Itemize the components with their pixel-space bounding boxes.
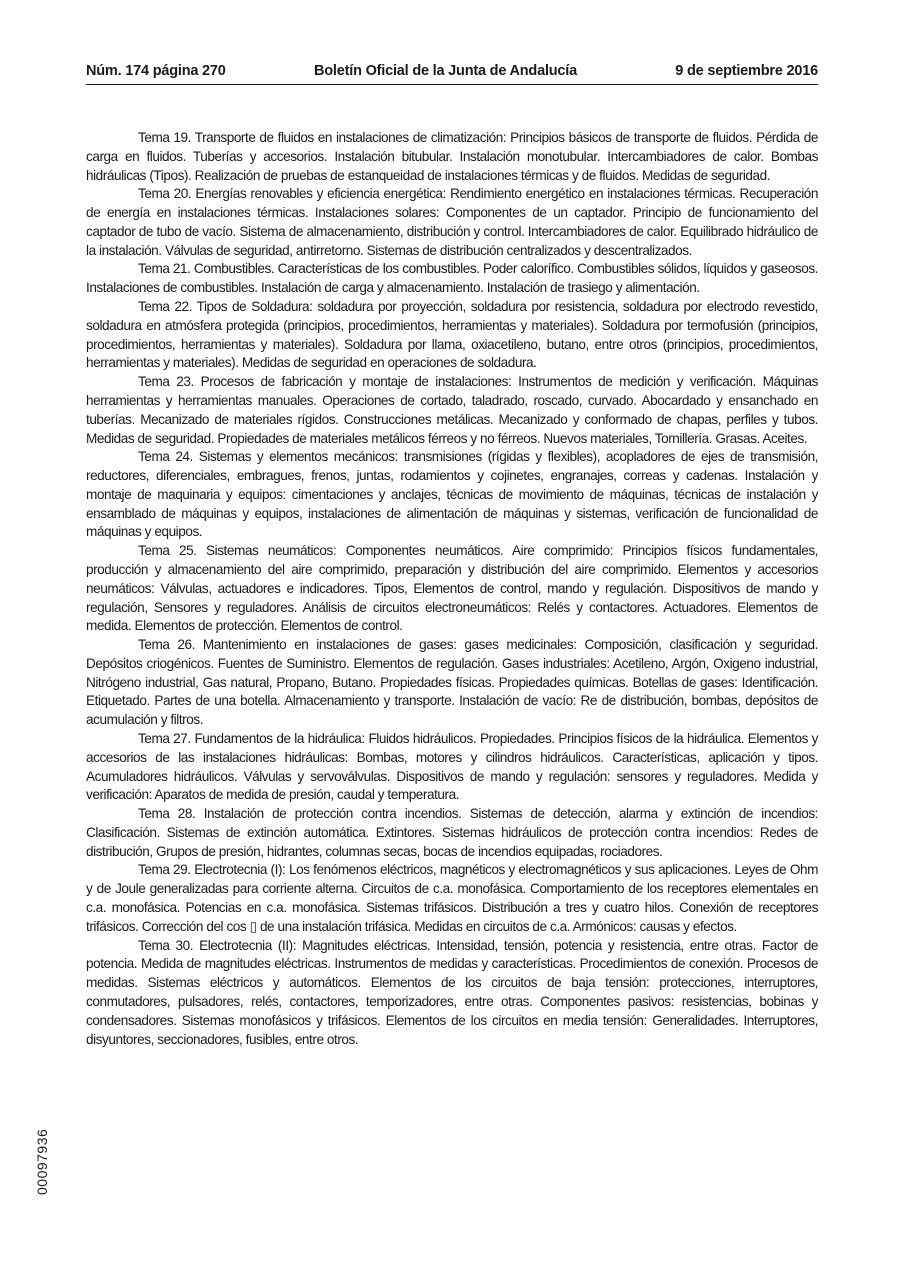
paragraph-tema-24: Tema 24. Sistemas y elementos mecánicos: transmisiones (rígidas y flexibles), acopladores de ejes de transmisión, reductores, diferenciales, embragues, frenos, juntas, rodamientos y cojinetes, engranajes, correas y cadenas. Instalación y montaje de maquinaria y equipos: cimentaciones y anclajes, técnicas de movimiento de máquinas, técnicas de instalación y ensamblado de máquinas y equipos, instalaciones de alimentación de máquinas y sistemas, verificación de funcionalidad de máquinas y equipos. <box>86 449 818 540</box>
paragraph-tema-21: Tema 21. Combustibles. Características de los combustibles. Poder calorífico. Combustibles sólidos, líquidos y gaseosos. Instalaciones de combustibles. Instalación de carga y almacenamiento. Instalación de trasiego y alimentación. <box>86 261 818 296</box>
paragraph-tema-22: Tema 22. Tipos de Soldadura: soldadura por proyección, soldadura por resistencia, soldadura por electrodo revestido, soldadura en atmósfera protegida (principios, procedimientos, herramientas y materiales). Soldadura por termofusión (principios, procedimientos, herramientas y materiales). Soldadura por llama, oxiacetileno, butano, entre otros (principios, procedimientos, herramientas y materiales). Medidas de seguridad en operaciones de soldadura. <box>86 299 818 371</box>
paragraph-tema-23: Tema 23. Procesos de fabricación y montaje de instalaciones: Instrumentos de medición y verificación. Máquinas herramientas y herramientas manuales. Operaciones de cortado, taladrado, roscado, curvado. Abocardado y ensanchado en tuberías. Mecanizado de materiales rígidos. Construcciones metálicas. Mecanizado y conformado de chapas, perfiles y tubos. Medidas de seguridad. Propiedades de materiales metálicos férreos y no férreos. Nuevos materiales, Tornillería. Grasas. Aceites. <box>86 374 818 446</box>
paragraph-tema-29: Tema 29. Electrotecnia (I): Los fenómenos eléctricos, magnéticos y electromagnéticos y sus aplicaciones. Leyes de Ohm y de Joule generalizadas para corriente alterna. Circuitos de c.a. monofásica. Comportamiento de los receptores elementales en c.a. monofásica. Potencias en c.a. monofásica. Sistemas trifásicos. Distribución a tres y cuatro hilos. Conexión de receptores trifásicos. Corrección del cos ▯ de una instalación trifásica. Medidas en circuitos de c.a. Armónicos: causas y efectos. <box>86 862 818 934</box>
paragraph-tema-25: Tema 25. Sistemas neumáticos: Componentes neumáticos. Aire comprimido: Principios físicos fundamentales, producción y almacenamiento del aire comprimido, preparación y distribución del aire comprimido. Elementos y accesorios neumáticos: Válvulas, actuadores e indicadores. Tipos, Elementos de control, mando y regulación. Dispositivos de mando y regulación, Sensores y reguladores. Análisis de circuitos electroneumáticos: Relés y contactores. Actuadores. Elementos de medida. Elementos de protección. Elementos de control. <box>86 543 818 634</box>
publication-title: Boletín Oficial de la Junta de Andalucía <box>314 63 577 79</box>
page-header <box>86 62 818 85</box>
paragraph-tema-30: Tema 30. Electrotecnia (II): Magnitudes eléctricas. Intensidad, tensión, potencia y resistencia, entre otras. Factor de potencia. Medida de magnitudes eléctricas. Instrumentos de medidas y características. Procedimientos de conexión. Procesos de medidas. Sistemas eléctricos y automáticos. Elementos de los circuitos de baja tensión: protecciones, interruptores, conmutadores, pulsadores, relés, contactores, temporizadores, entre otras. Componentes pasivos: resistencias, bobinas y condensadores. Sistemas monofásicos y trifásicos. Elementos de los circuitos en media tensión: Generalidades. Interruptores, disyuntores, seccionadores, fusibles, entre otros. <box>86 937 818 1047</box>
document-body <box>86 129 818 1049</box>
document-side-code: 00097936 <box>34 1128 50 1195</box>
paragraph-tema-27: Tema 27. Fundamentos de la hidráulica: Fluidos hidráulicos. Propiedades. Principios físicos de la hidráulica. Elementos y accesorios de las instalaciones hidráulicas: Bombas, motores y cilindros hidráulicos. Características, aplicación y tipos. Acumuladores hidráulicos. Válvulas y servoválvulas. Dispositivos de mando y regulación: sensores y reguladores. Medida y verificación: Aparatos de medida de presión, caudal y temperatura. <box>86 731 818 803</box>
paragraph-tema-28: Tema 28. Instalación de protección contra incendios. Sistemas de detección, alarma y extinción de incendios: Clasificación. Sistemas de extinción automática. Extintores. Sistemas hidráulicos de protección contra incendios: Redes de distribución, Grupos de presión, hidrantes, columnas secas, bocas de incendios equipadas, rociadores. <box>86 806 818 859</box>
paragraph-tema-26: Tema 26. Mantenimiento en instalaciones de gases: gases medicinales: Composición, clasificación y seguridad. Depósitos criogénicos. Fuentes de Suministro. Elementos de regulación. Gases industriales: Acetileno, Argón, Oxigeno industrial, Nitrógeno industrial, Gas natural, Propano, Butano. Propiedades físicas. Propiedades químicas. Botellas de gases: Identificación. Etiquetado. Partes de una botella. Almacenamiento y transporte. Instalación de vacío: Re de distribución, bombas, depósitos de acumulación y filtros. <box>86 637 818 728</box>
publication-date: 9 de septiembre 2016 <box>675 63 818 79</box>
issue-and-page-number: Núm. 174 página 270 <box>86 63 226 79</box>
paragraph-tema-20: Tema 20. Energías renovables y eficiencia energética: Rendimiento energético en instalaciones térmicas. Recuperación de energía en instalaciones térmicas. Instalaciones solares: Componentes de un captador. Principio de funcionamiento del captador de tubo de vacío. Sistema de almacenamiento, distribución y control. Intercambiadores de calor. Equilibrado hidráulico de la instalación. Válvulas de seguridad, antirretorno. Sistemas de distribución centralizados y descentralizados. <box>86 186 818 258</box>
paragraph-tema-19: Tema 19. Transporte de fluidos en instalaciones de climatización: Principios básicos de transporte de fluidos. Pérdida de carga en fluidos. Tuberías y accesorios. Instalación bitubular. Instalación monotubular. Intercambiadores de calor. Bombas hidráulicas (Tipos). Realización de pruebas de estanqueidad de instalaciones térmicas y de fluidos. Medidas de seguridad. <box>86 130 818 183</box>
